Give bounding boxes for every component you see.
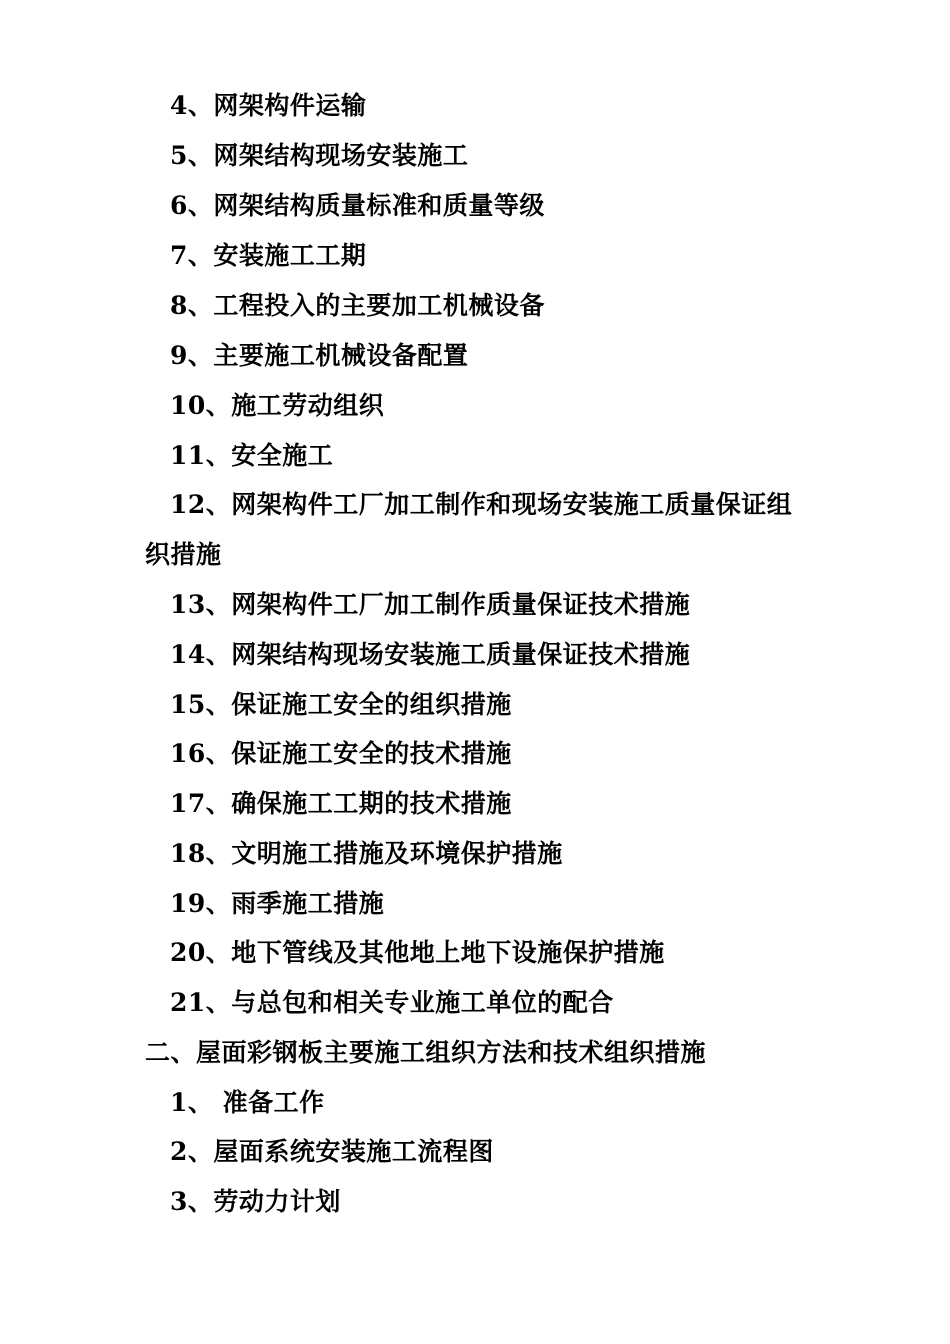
toc-item-15: 15、保证施工安全的组织措施 xyxy=(170,690,512,719)
toc-item-4: 4、网架构件运输 xyxy=(170,91,367,120)
toc-item-17: 17、确保施工工期的技术措施 xyxy=(170,789,512,818)
toc-item-14: 14、网架结构现场安装施工质量保证技术措施 xyxy=(170,640,691,669)
toc-item-10: 10、施工劳动组织 xyxy=(170,391,385,420)
toc-item-18: 18、文明施工措施及环境保护措施 xyxy=(170,839,563,868)
toc-item-16: 16、保证施工安全的技术措施 xyxy=(170,739,512,768)
toc-sec2-item-1: 1、 准备工作 xyxy=(170,1088,325,1117)
toc-section-2-heading: 二、屋面彩钢板主要施工组织方法和技术组织措施 xyxy=(145,1038,707,1067)
toc-item-7: 7、安装施工工期 xyxy=(170,241,367,270)
toc-item-6: 6、网架结构质量标准和质量等级 xyxy=(170,191,545,220)
toc-item-13: 13、网架构件工厂加工制作质量保证技术措施 xyxy=(170,590,691,619)
toc-sec2-item-2: 2、屋面系统安装施工流程图 xyxy=(170,1137,494,1166)
toc-item-12: 12、网架构件工厂加工制作和现场安装施工质量保证组 xyxy=(170,490,793,519)
toc-item-9: 9、主要施工机械设备配置 xyxy=(170,341,469,370)
toc-item-20: 20、地下管线及其他地上地下设施保护措施 xyxy=(170,938,665,967)
toc-item-11: 11、安全施工 xyxy=(170,441,334,470)
toc-item-12-continuation: 织措施 xyxy=(145,540,222,569)
toc-item-21: 21、与总包和相关专业施工单位的配合 xyxy=(170,988,614,1017)
toc-item-19: 19、雨季施工措施 xyxy=(170,889,385,918)
toc-sec2-item-3: 3、劳动力计划 xyxy=(170,1187,341,1216)
toc-item-5: 5、网架结构现场安装施工 xyxy=(170,141,469,170)
toc-item-8: 8、工程投入的主要加工机械设备 xyxy=(170,291,545,320)
